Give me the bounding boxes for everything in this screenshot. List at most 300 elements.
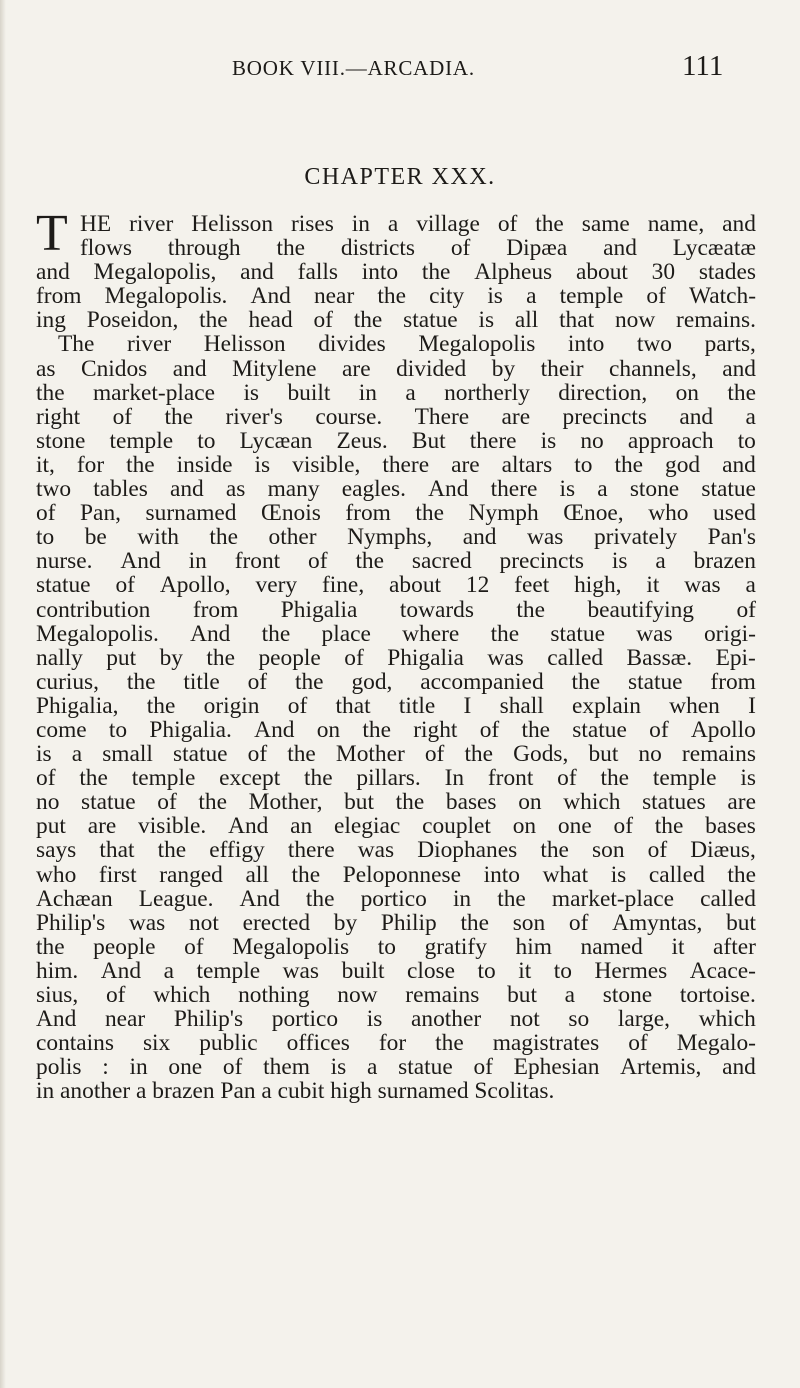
word: in <box>188 548 207 575</box>
word: surnamed <box>145 500 237 527</box>
word: is <box>366 1006 383 1033</box>
word: contains <box>36 1030 114 1057</box>
word: Megalopolis. <box>104 283 228 310</box>
word: polis <box>36 1054 82 1081</box>
word: towards <box>399 596 474 623</box>
word: Megalo- <box>676 1030 756 1057</box>
word: statue <box>572 716 627 743</box>
word: now <box>614 307 656 334</box>
word: was <box>684 572 721 599</box>
word: Megalopolis <box>418 331 536 358</box>
word: the <box>36 933 65 960</box>
word: who <box>648 500 689 527</box>
word: the <box>377 283 406 310</box>
word: from <box>345 500 391 527</box>
word: statue <box>403 307 458 334</box>
word: is <box>611 548 628 575</box>
word: but <box>507 982 537 1008</box>
word: of <box>736 596 756 623</box>
word: many <box>267 476 320 503</box>
word: so <box>568 1006 590 1033</box>
word: called <box>648 861 705 888</box>
word: called <box>700 885 756 912</box>
word: tables <box>93 476 148 503</box>
word: Ephesian <box>513 1054 600 1081</box>
word: of <box>115 572 135 599</box>
word: statue <box>36 572 91 599</box>
word: front <box>234 548 281 575</box>
word: built <box>341 957 385 984</box>
word: people <box>258 644 321 671</box>
text-line <box>36 1055 756 1079</box>
word: son <box>592 837 625 864</box>
word: the <box>421 259 451 286</box>
word: by <box>159 644 183 671</box>
word: close <box>406 957 456 984</box>
word: from <box>36 283 82 310</box>
word: Philip's <box>36 909 106 936</box>
word: be <box>84 524 107 551</box>
word: accompanied <box>420 668 544 695</box>
text-line <box>36 573 756 597</box>
word: shall <box>499 692 544 719</box>
word: remains <box>681 741 756 768</box>
word: northerly <box>444 379 530 406</box>
word: was <box>527 524 564 551</box>
word: remains. <box>676 307 756 334</box>
text-line <box>36 983 756 1007</box>
word: And <box>428 476 469 503</box>
word: them <box>263 1054 310 1081</box>
word: but <box>588 741 619 768</box>
word: first <box>98 861 137 888</box>
word: and <box>722 1054 756 1081</box>
text-line <box>36 742 756 766</box>
word: that <box>99 837 135 864</box>
word: and <box>172 355 207 382</box>
word: on <box>316 716 341 743</box>
word: the <box>654 813 684 840</box>
word: a <box>405 379 416 406</box>
word: with <box>137 524 179 551</box>
word: ranged <box>159 861 223 888</box>
word: where <box>402 620 460 647</box>
word: of <box>247 741 268 768</box>
word: HE <box>80 211 112 237</box>
text-line <box>36 525 756 549</box>
word: the <box>490 620 520 647</box>
word: and <box>722 211 756 237</box>
word: nothing <box>238 982 310 1008</box>
word: the <box>497 885 526 912</box>
word: Nymph <box>468 500 539 527</box>
word: the <box>521 716 551 743</box>
word: Artemis, <box>620 1054 702 1081</box>
word: the <box>516 596 545 623</box>
word: erected <box>242 909 311 936</box>
word: two <box>36 476 72 503</box>
word: And <box>239 885 280 912</box>
word: when <box>669 692 720 719</box>
word: place <box>321 620 371 647</box>
word: are <box>342 355 371 382</box>
word: of <box>247 668 268 695</box>
word: sacred <box>411 548 472 575</box>
word: the <box>261 620 291 647</box>
text-line <box>36 887 756 911</box>
word: of <box>424 741 445 768</box>
word: about <box>575 259 628 286</box>
word: very <box>255 572 298 599</box>
word: Phigalia, <box>36 692 119 719</box>
word: beautifying <box>587 596 694 623</box>
text-line <box>36 381 756 405</box>
text-line <box>36 838 756 862</box>
word: There <box>414 403 470 430</box>
word: Œnois <box>261 500 321 527</box>
word: And <box>100 957 142 984</box>
text-line <box>36 405 756 429</box>
word: market-place <box>551 885 674 912</box>
word: as <box>36 355 56 382</box>
word: statue <box>701 476 756 503</box>
word: Helisson <box>191 211 274 237</box>
word: precincts <box>499 548 584 575</box>
word: which <box>698 1006 756 1033</box>
word: not <box>188 909 219 936</box>
word: in <box>129 1054 148 1081</box>
word: Pan, <box>80 500 121 527</box>
word: Dipæa <box>506 235 568 262</box>
word: is <box>243 379 260 406</box>
word: into <box>567 331 605 358</box>
word: was <box>636 620 673 647</box>
word: ing <box>36 307 66 334</box>
word: League. <box>138 885 214 912</box>
word: And <box>36 1006 77 1033</box>
word: statue <box>398 1054 453 1081</box>
word: are <box>87 813 117 840</box>
text-line <box>36 598 756 622</box>
text-line <box>36 284 756 308</box>
word: the <box>353 307 383 334</box>
word: of <box>112 403 133 430</box>
word: river's <box>225 403 283 430</box>
word: head <box>248 307 293 334</box>
word: the <box>571 668 601 695</box>
word: Megalopolis, <box>93 259 217 286</box>
word: magistrates <box>492 1030 600 1057</box>
word: Diophanes <box>417 837 518 864</box>
word: of <box>157 789 177 816</box>
word: Mother <box>335 741 405 768</box>
word: a <box>564 982 576 1008</box>
word: god, <box>351 668 393 695</box>
word: and <box>722 451 756 478</box>
text-line <box>36 429 756 453</box>
word: two <box>636 331 672 358</box>
word: stades <box>698 259 756 286</box>
word: feet <box>514 572 550 599</box>
text-line <box>36 790 756 814</box>
word: all <box>514 307 539 334</box>
word: And <box>228 813 269 840</box>
word: a <box>526 283 537 310</box>
word: 12 <box>465 572 490 599</box>
word: an <box>290 813 313 840</box>
word: river <box>129 211 174 237</box>
word: it, <box>36 451 55 478</box>
word: districts <box>340 235 415 262</box>
word: right <box>36 403 81 430</box>
word: near <box>104 1006 146 1033</box>
text-line: in another a brazen Pan a cubit high surnamed Scolitas. <box>36 1078 555 1105</box>
word: what <box>542 861 589 888</box>
word: it <box>518 957 532 984</box>
word: : <box>102 1054 109 1081</box>
word: temple <box>559 283 624 310</box>
word: called <box>547 644 604 671</box>
word: god <box>665 451 701 478</box>
word: a <box>163 957 174 984</box>
word: the <box>206 644 235 671</box>
word: Gods, <box>513 741 569 768</box>
word: a <box>655 548 666 575</box>
word: but <box>726 909 756 936</box>
word: to <box>553 957 572 984</box>
word: Apollo <box>690 716 756 743</box>
word: was <box>357 837 395 864</box>
word: no <box>580 427 604 454</box>
word: Cnidos <box>81 355 148 382</box>
word: I <box>463 692 472 719</box>
word: high, <box>574 572 622 599</box>
word: bases <box>445 789 497 816</box>
word: a <box>597 476 608 503</box>
word: precincts <box>562 403 647 430</box>
word: which <box>153 982 211 1008</box>
word: gratify <box>424 933 487 960</box>
word: it <box>646 572 660 599</box>
word: from <box>192 596 239 623</box>
word: of <box>479 716 500 743</box>
text-line <box>36 453 756 477</box>
text-line <box>36 718 756 742</box>
word: Lycæatæ <box>672 235 756 262</box>
running-head: BOOK VIII.—ARCADIA. <box>232 56 475 80</box>
word: pillars. <box>356 765 421 792</box>
word: bases <box>705 813 756 840</box>
word: people <box>93 933 156 960</box>
word: statue <box>81 789 136 816</box>
word: market-place <box>92 379 216 406</box>
word: Phigalia <box>280 596 358 623</box>
chapter-body <box>36 205 756 1105</box>
word: stone <box>602 982 653 1008</box>
word: visible. <box>138 813 207 840</box>
word: couplet <box>422 813 491 840</box>
word: Megalopolis <box>232 933 350 960</box>
word: built <box>287 379 331 406</box>
word: large, <box>617 1006 671 1033</box>
word: the <box>276 235 306 262</box>
word: that <box>335 692 371 719</box>
text-line <box>36 260 756 284</box>
word: the <box>164 403 194 430</box>
word: except <box>219 765 281 792</box>
text-line <box>36 1007 756 1031</box>
word: is <box>610 861 627 888</box>
word: Nymphs, <box>347 524 433 551</box>
word: that <box>559 307 595 334</box>
word: curius, <box>36 668 100 695</box>
word: tortoise. <box>679 982 756 1008</box>
word: river <box>126 331 172 358</box>
text-line <box>36 501 756 525</box>
text-line <box>36 549 756 573</box>
word: Amyntas, <box>612 909 703 936</box>
word: used <box>713 500 756 527</box>
word: their <box>540 355 584 382</box>
word: Mitylene <box>232 355 317 382</box>
word: Zeus. <box>336 427 388 454</box>
word: falls <box>297 259 338 286</box>
word: on <box>675 379 699 406</box>
word: the <box>540 837 569 864</box>
word: of <box>287 692 308 719</box>
word: The <box>58 331 95 358</box>
word: of <box>557 765 577 792</box>
text-line <box>36 236 756 260</box>
word: on <box>512 813 537 840</box>
word: divides <box>318 331 386 358</box>
word: Bassæ. <box>626 644 693 671</box>
word: there <box>490 476 538 503</box>
word: Epi- <box>715 644 756 671</box>
word: title <box>398 692 436 719</box>
word: the <box>415 500 444 527</box>
word: visible, <box>292 451 361 478</box>
word: near <box>313 283 355 310</box>
word: the <box>287 741 316 768</box>
word: the <box>395 789 425 816</box>
word: to <box>477 957 496 984</box>
word: the <box>209 524 238 551</box>
word: the <box>36 379 65 406</box>
word: of <box>646 283 666 310</box>
word: divided <box>396 355 467 382</box>
word: to <box>377 933 396 960</box>
word: origin <box>203 692 260 719</box>
word: there <box>287 837 335 864</box>
word: Alpheus <box>474 259 553 286</box>
word: Poseidon, <box>86 307 179 334</box>
word: stone <box>36 427 86 454</box>
word: son <box>512 909 546 936</box>
word: not <box>509 1006 540 1033</box>
word: right <box>413 716 458 743</box>
word: the <box>291 861 321 888</box>
word: approach <box>627 427 714 454</box>
word: But <box>411 427 446 454</box>
word: title <box>183 668 220 695</box>
word: statues <box>642 789 706 816</box>
word: was <box>128 909 166 936</box>
word: and <box>36 259 70 286</box>
word: of <box>647 837 668 864</box>
word: for <box>76 451 105 478</box>
word: Peloponnese <box>342 861 461 888</box>
word: is <box>540 427 557 454</box>
word: and <box>169 476 204 503</box>
word: the <box>535 211 564 237</box>
word: course. <box>315 403 383 430</box>
word: Diæus, <box>690 837 756 864</box>
text-line <box>36 477 756 501</box>
word: temple <box>109 427 174 454</box>
word: Mother, <box>248 789 323 816</box>
text-line <box>36 911 756 935</box>
word: the <box>79 765 108 792</box>
word: temple <box>131 765 196 792</box>
word: a <box>387 211 399 237</box>
word: one <box>168 1054 203 1081</box>
text-line <box>36 766 756 790</box>
word: altars <box>501 451 553 478</box>
word: and <box>603 235 637 262</box>
word: to <box>108 716 128 743</box>
word: Phigalia <box>387 644 464 671</box>
word: the <box>435 1030 464 1057</box>
word: are <box>451 451 480 478</box>
word: but <box>344 789 374 816</box>
word: the <box>727 379 756 406</box>
word: the <box>305 885 335 912</box>
word: origi- <box>703 620 756 647</box>
word: portico <box>271 1006 339 1033</box>
word: Philip <box>380 909 437 936</box>
word: And <box>254 716 295 743</box>
text-line <box>36 308 756 332</box>
word: on <box>518 789 542 816</box>
word: Achæan <box>36 885 113 912</box>
word: are <box>501 403 531 430</box>
word: which <box>563 789 621 816</box>
word: no <box>638 741 662 768</box>
word: the <box>355 548 385 575</box>
word: is <box>330 1054 347 1081</box>
word: six <box>142 1030 171 1057</box>
word: inside <box>176 451 233 478</box>
word: offices <box>286 1030 350 1057</box>
word: of <box>184 933 204 960</box>
word: the <box>614 451 644 478</box>
text-line <box>36 694 756 718</box>
word: In <box>444 765 465 792</box>
word: Watch- <box>689 283 756 310</box>
word: into <box>483 861 520 888</box>
word: temple <box>196 957 261 984</box>
word: rises <box>290 211 334 237</box>
word: and <box>240 259 274 286</box>
word: the <box>126 451 155 478</box>
word: is <box>254 451 271 478</box>
word: in <box>351 211 370 237</box>
word: of <box>568 909 589 936</box>
text-line <box>36 357 756 381</box>
word: eagles. <box>341 476 406 503</box>
word: a <box>367 1054 378 1081</box>
